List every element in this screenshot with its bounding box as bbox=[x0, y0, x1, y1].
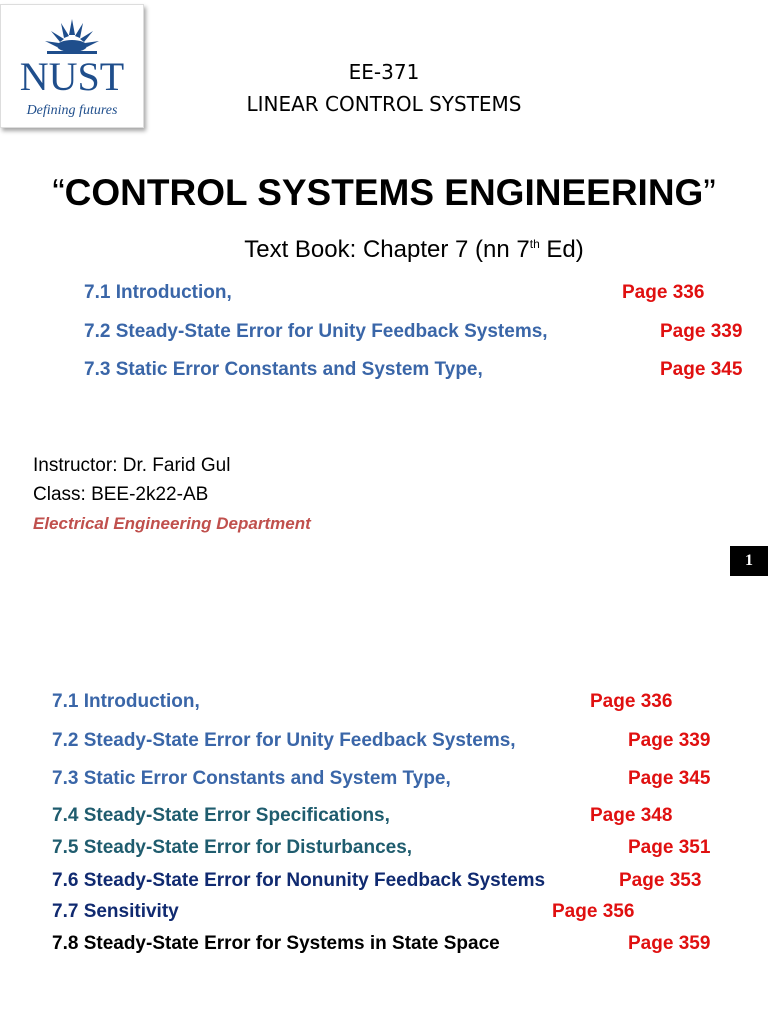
textbook-ordinal: th bbox=[529, 237, 540, 251]
textbook-line bbox=[0, 236, 768, 264]
class-name: Class: BEE-2k22-AB bbox=[33, 484, 209, 505]
course-name: LINEAR CONTROL SYSTEMS bbox=[246, 92, 522, 116]
slide-number-badge: 1 bbox=[730, 546, 768, 576]
open-quote: “ bbox=[52, 172, 65, 213]
toc-section-7-4: 7.4 Steady-State Error Specifications, bbox=[52, 805, 390, 826]
toc-page-7-8: Page 359 bbox=[628, 933, 711, 954]
logo-tagline: Defining futures bbox=[26, 103, 118, 118]
toc-section-7-2: 7.2 Steady-State Error for Unity Feedback Systems, bbox=[52, 730, 516, 751]
toc-section-7-3: 7.3 Static Error Constants and System Type, bbox=[52, 768, 451, 789]
toc-section-7-6: 7.6 Steady-State Error for Nonunity Feedback Systems bbox=[52, 870, 546, 891]
toc-page-7-1: Page 336 bbox=[590, 691, 673, 712]
toc-page-7-7: Page 356 bbox=[552, 901, 635, 922]
toc-section-7-5: 7.5 Steady-State Error for Disturbances, bbox=[52, 837, 413, 858]
textbook-prefix: Text Book: Chapter 7 (nn 7 bbox=[244, 236, 530, 263]
toc-top-section-7-3: 7.3 Static Error Constants and System Type, bbox=[84, 359, 483, 380]
course-code: EE-371 bbox=[348, 60, 420, 84]
toc-section-7-1: 7.1 Introduction, bbox=[52, 691, 200, 712]
instructor-name: Instructor: Dr. Farid Gul bbox=[33, 455, 231, 476]
toc-top-page-7-3: Page 345 bbox=[660, 359, 743, 380]
book-title bbox=[0, 172, 768, 214]
book-title-text: CONTROL SYSTEMS ENGINEERING bbox=[64, 172, 704, 213]
toc-section-7-8: 7.8 Steady-State Error for Systems in State Space bbox=[52, 933, 500, 954]
textbook-suffix: Ed) bbox=[539, 236, 584, 263]
toc-section-7-7: 7.7 Sensitivity bbox=[52, 901, 179, 922]
logo-wordmark: NUST bbox=[19, 54, 125, 99]
toc-top-section-7-1: 7.1 Introduction, bbox=[84, 282, 232, 303]
toc-page-7-2: Page 339 bbox=[628, 730, 711, 751]
toc-page-7-5: Page 351 bbox=[628, 837, 711, 858]
toc-top-page-7-2: Page 339 bbox=[660, 321, 743, 342]
toc-top-page-7-1: Page 336 bbox=[622, 282, 705, 303]
emblem-icon bbox=[39, 13, 105, 55]
toc-page-7-6: Page 353 bbox=[619, 870, 702, 891]
department-name: Electrical Engineering Department bbox=[33, 514, 311, 533]
close-quote: ” bbox=[703, 172, 716, 213]
toc-page-7-4: Page 348 bbox=[590, 805, 673, 826]
toc-top-section-7-2: 7.2 Steady-State Error for Unity Feedback Systems, bbox=[84, 321, 548, 342]
toc-page-7-3: Page 345 bbox=[628, 768, 711, 789]
